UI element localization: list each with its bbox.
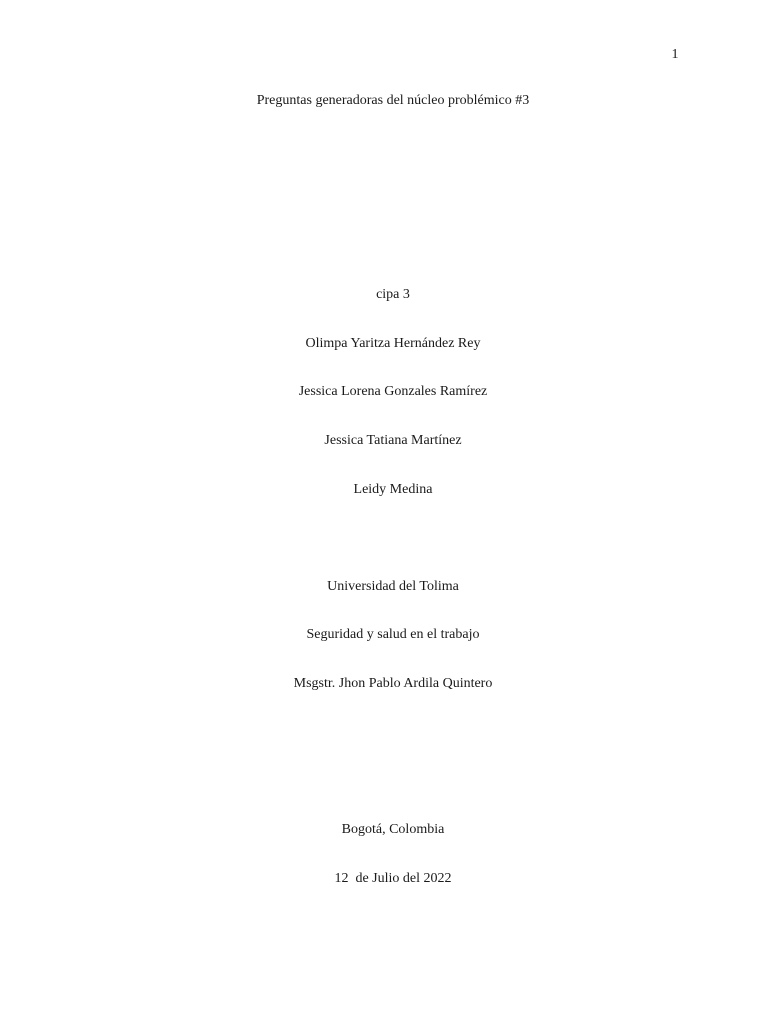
location: Bogotá, Colombia (341, 822, 445, 837)
page-number: 1 (671, 47, 679, 62)
course-name: Seguridad y salud en el trabajo (306, 627, 480, 642)
instructor-name: Msgstr. Jhon Pablo Ardila Quintero (293, 676, 493, 691)
author-name: Leidy Medina (353, 482, 433, 497)
author-name: Olimpa Yaritza Hernández Rey (305, 336, 481, 351)
group-name: cipa 3 (376, 287, 410, 302)
document-title: Preguntas generadoras del núcleo problémico #3 (256, 93, 530, 108)
date: 12 de Julio del 2022 (334, 871, 452, 886)
author-name: Jessica Lorena Gonzales Ramírez (298, 384, 488, 399)
author-name: Jessica Tatiana Martínez (324, 433, 462, 448)
university-name: Universidad del Tolima (327, 579, 459, 594)
